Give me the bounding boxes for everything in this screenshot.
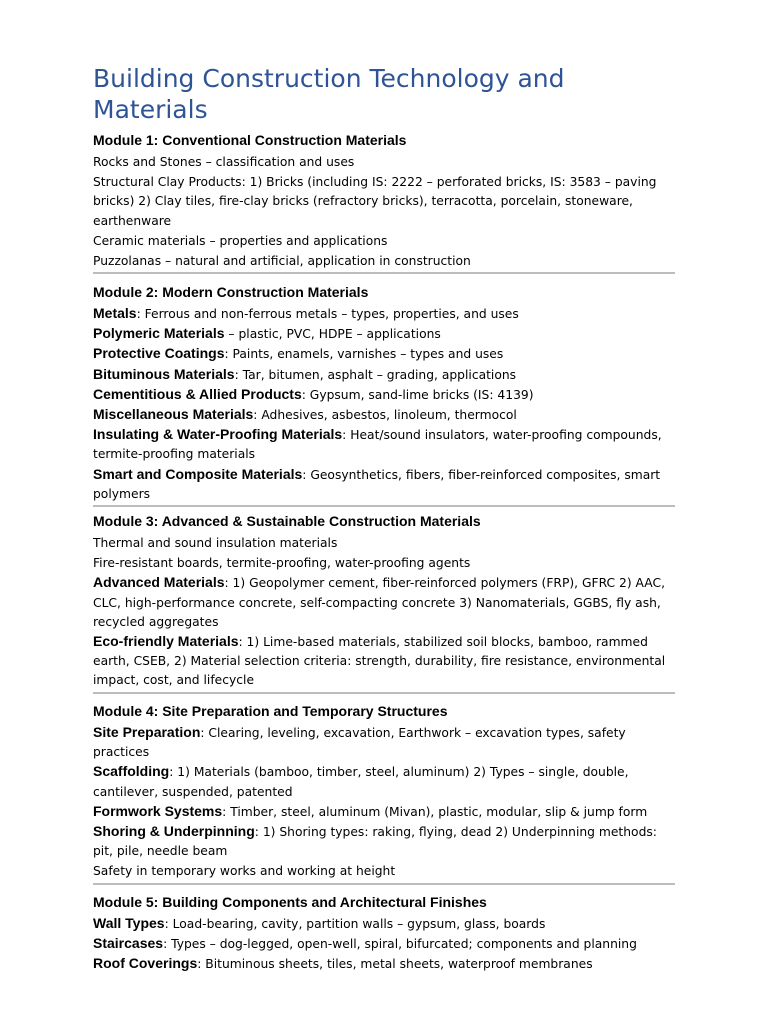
module-1 — [93, 132, 675, 274]
module-line: Insulating & Water-Proofing Materials: Heat/sound insulators, water-proofing compounds, termite-proofing materials — [93, 426, 662, 462]
module-line: Advanced Materials: 1) Geopolymer cement, fiber-reinforced polymers (FRP), GFRC 2) AAC, CLC, high-performance concrete, self-compacting concrete 3) Nanomaterials, GGBS, fly ash, recycled aggregates — [93, 574, 665, 629]
module-line: Smart and Composite Materials: Geosynthetics, fibers, fiber-reinforced composites, smart polymers — [93, 465, 661, 501]
module-line: Scaffolding: 1) Materials (bamboo, timber, steel, aluminum) 2) Types – single, double, cantilever, suspended, patented — [93, 763, 629, 799]
module-2 — [93, 284, 675, 507]
module-3-heading: Module 3: Advanced & Sustainable Construction Materials — [93, 513, 481, 529]
module-line: Eco-friendly Materials: 1) Lime-based materials, stabilized soil blocks, bamboo, rammed earth, CSEB, 2) Material selection criteria: strength, durability, fire resistance, environmental impact, cost, and lifecycle — [93, 633, 666, 688]
module-2-heading: Module 2: Modern Construction Materials — [93, 284, 369, 300]
module-line: Roof Coverings: Bituminous sheets, tiles, metal sheets, waterproof membranes — [93, 955, 593, 972]
module-line: Ceramic materials – properties and applications — [93, 233, 388, 248]
module-line: Thermal and sound insulation materials — [93, 536, 338, 550]
document-title: Building Construction Technology and Materials — [93, 64, 565, 124]
module-line: Metals: Ferrous and non-ferrous metals – types, properties, and uses — [93, 305, 519, 321]
module-1-heading: Module 1: Conventional Construction Materials — [93, 132, 407, 148]
module-line: Polymeric Materials – plastic, PVC, HDPE – applications — [93, 325, 441, 342]
module-5 — [93, 894, 675, 975]
module-line: Site Preparation: Clearing, leveling, excavation, Earthwork – excavation types, safety practices — [93, 724, 626, 760]
module-3 — [93, 513, 675, 694]
module-line: Puzzolanas – natural and artificial, application in construction — [93, 254, 471, 269]
section-divider — [93, 883, 675, 885]
module-line: Structural Clay Products: 1) Bricks (including IS: 2222 – perforated bricks, IS: 3583 – paving bricks) 2) Clay tiles, fire-clay bricks (refractory bricks), terracotta, porcelain, stoneware, earthenware — [93, 175, 657, 228]
module-line: Bituminous Materials: Tar, bitumen, asphalt – grading, applications — [93, 365, 517, 382]
module-line: Formwork Systems: Timber, steel, aluminum (Mivan), plastic, modular, slip & jump form — [93, 802, 648, 819]
module-5-heading: Module 5: Building Components and Architectural Finishes — [93, 894, 487, 910]
section-divider — [93, 692, 675, 694]
module-line: Staircases: Types – dog-legged, open-well, spiral, bifurcated; components and planning — [93, 935, 637, 952]
module-4 — [93, 703, 675, 885]
module-line: Rocks and Stones – classification and uses — [93, 155, 355, 169]
module-line: Safety in temporary works and working at height — [93, 864, 396, 879]
module-line: Cementitious & Allied Products: Gypsum, sand-lime bricks (IS: 4139) — [93, 385, 534, 402]
section-divider — [93, 272, 675, 274]
module-line: Fire-resistant boards, termite-proofing, water-proofing agents — [93, 556, 471, 571]
module-line: Miscellaneous Materials: Adhesives, asbestos, linoleum, thermocol — [93, 406, 517, 423]
module-line: Protective Coatings: Paints, enamels, varnishes – types and uses — [93, 345, 504, 362]
section-divider — [93, 505, 675, 507]
module-line: Shoring & Underpinning: 1) Shoring types: raking, flying, dead 2) Underpinning methods: pit, pile, needle beam — [93, 823, 657, 859]
module-line: Wall Types: Load-bearing, cavity, partition walls – gypsum, glass, boards — [93, 915, 546, 931]
module-4-heading: Module 4: Site Preparation and Temporary Structures — [93, 703, 448, 719]
